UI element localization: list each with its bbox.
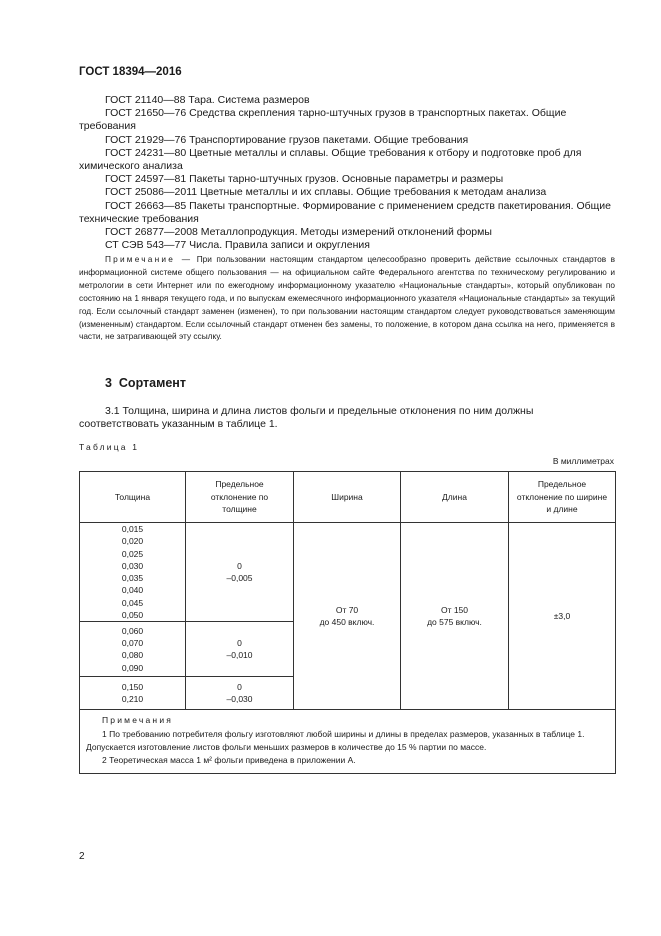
- header-length: Длина: [401, 472, 509, 523]
- header-size-tolerance: Предельное отклонение по ширине и длине: [509, 472, 616, 523]
- reference-item: ГОСТ 26663—85 Пакеты транспортные. Формирование с применением средств пакетирования. Общие технические требования: [79, 199, 611, 225]
- thickness-tolerance-cell: [186, 523, 294, 622]
- header-thickness-tolerance: Предельное отклонение по толщине: [186, 472, 294, 523]
- table-notes: [80, 710, 616, 773]
- page-header: ГОСТ 18394—2016: [79, 66, 182, 78]
- thickness-value: 0,070: [121, 638, 144, 649]
- section-heading: [105, 376, 186, 390]
- thickness-value: 0,090: [121, 662, 144, 673]
- thickness-value: 0,080: [121, 650, 144, 661]
- tolerance-lower: –0,030: [226, 694, 253, 705]
- length-cell: [401, 523, 509, 710]
- note-label: Примечание —: [105, 254, 193, 264]
- reference-item: ГОСТ 25086—2011 Цветные металлы и их сплавы. Общие требования к методам анализа: [105, 186, 547, 199]
- thickness-value: 0,020: [121, 536, 144, 547]
- thickness-value: 0,015: [121, 524, 144, 534]
- table-header-row: [80, 472, 616, 523]
- thickness-value: 0,035: [121, 573, 144, 584]
- tolerance-upper: 0: [237, 560, 242, 571]
- thickness-value: 0,025: [121, 548, 144, 559]
- width-line: От 70: [335, 604, 359, 615]
- thickness-tolerance-cell: [186, 622, 294, 677]
- thickness-cell: [80, 523, 186, 622]
- thickness-value: 0,210: [121, 694, 144, 705]
- table-row: [80, 523, 616, 622]
- table-caption: Таблица 1: [79, 442, 140, 452]
- reference-item: ГОСТ 24231—80 Цветные металлы и сплавы. Общие требования к отбору и подготовке проб для химического анализа: [79, 146, 582, 173]
- length-line: От 150: [440, 604, 469, 615]
- table-notes-row: [80, 710, 616, 773]
- header-width: Ширина: [294, 472, 401, 523]
- reference-item: ГОСТ 21140—88 Тара. Система размеров: [105, 94, 310, 106]
- reference-item: ГОСТ 21929—76 Транспортирование грузов пакетами. Общие требования: [105, 133, 469, 146]
- thickness-value: 0,050: [121, 610, 144, 621]
- reference-item: СТ СЭВ 543—77 Числа. Правила записи и округления: [105, 239, 370, 252]
- thickness-value: 0,060: [121, 625, 144, 636]
- reference-item: ГОСТ 21650—76 Средства скрепления тарно-штучных грузов в транспортных пакетах. Общие требования: [79, 107, 567, 133]
- thickness-tolerance-cell: [186, 677, 294, 710]
- width-cell: [294, 523, 401, 710]
- paragraph-text: 3.1 Толщина, ширина и длина листов фольги и предельные отклонения по ним должны соответствовать указанным в таблице 1.: [79, 405, 534, 431]
- tolerance-lower: –0,010: [226, 650, 253, 661]
- note-text: При пользовании настоящим стандартом целесообразно проверить действие ссылочных стандартов в информационной системе общего пользования — на официальном сайте Федерального агентства по техническому регулированию и метрологии в сети Интернет или по ежегодному информационному указателю «Национальные стандарты», который опубликован по состоянию на 1 января текущего года, и по выпускам ежемесячного информационного указателя «Национальные стандарты» за текущий год. Если ссылочный стандарт заменен (изменен), то при пользовании настоящим стандартом следует руководствоваться заменяющим (измененным) стандартом. Если ссылочный стандарт отменен без замены, то положение, в котором дана ссылка на него, применяется в части, не затрагивающей эту ссылку.: [79, 254, 616, 342]
- size-tolerance-cell: ±3,0: [509, 523, 616, 710]
- length-line: до 575 включ.: [427, 617, 482, 628]
- paragraph-3-1: [79, 405, 615, 432]
- references-list: [79, 94, 615, 252]
- width-line: до 450 включ.: [319, 617, 375, 628]
- dimensions-table: [79, 471, 616, 774]
- reference-item: ГОСТ 24597—81 Пакеты тарно-штучных грузов. Основные параметры и размеры: [105, 173, 504, 186]
- thickness-value: 0,045: [121, 597, 144, 608]
- tolerance-lower: –0,005: [226, 573, 253, 584]
- tolerance-upper: 0: [237, 638, 242, 649]
- thickness-value: 0,030: [121, 560, 144, 571]
- reference-item: ГОСТ 26877—2008 Металлопродукция. Методы измерений отклонений формы: [105, 226, 492, 239]
- header-thickness: Толщина: [80, 472, 186, 523]
- table-units: В миллиметрах: [552, 456, 614, 466]
- thickness-value: 0,150: [121, 682, 144, 693]
- tolerance-upper: 0: [237, 682, 242, 693]
- table-note: 2 Теоретическая масса 1 м² фольги приведена в приложении А.: [102, 755, 356, 766]
- thickness-cell: [80, 677, 186, 710]
- reference-note: [79, 253, 615, 343]
- section-number: 3: [105, 376, 112, 390]
- section-title: Сортамент: [118, 376, 186, 390]
- thickness-cell: [80, 622, 186, 677]
- page-number: 2: [79, 851, 85, 862]
- thickness-value: 0,040: [121, 585, 144, 596]
- table-note: 1 По требованию потребителя фольгу изготовляют любой ширины и длины в пределах размеров, указанных в таблице 1. Допускается изготовление листов фольги меньших размеров в количестве до 15 % партии по массе.: [86, 728, 585, 752]
- notes-title: Примечания: [102, 715, 174, 726]
